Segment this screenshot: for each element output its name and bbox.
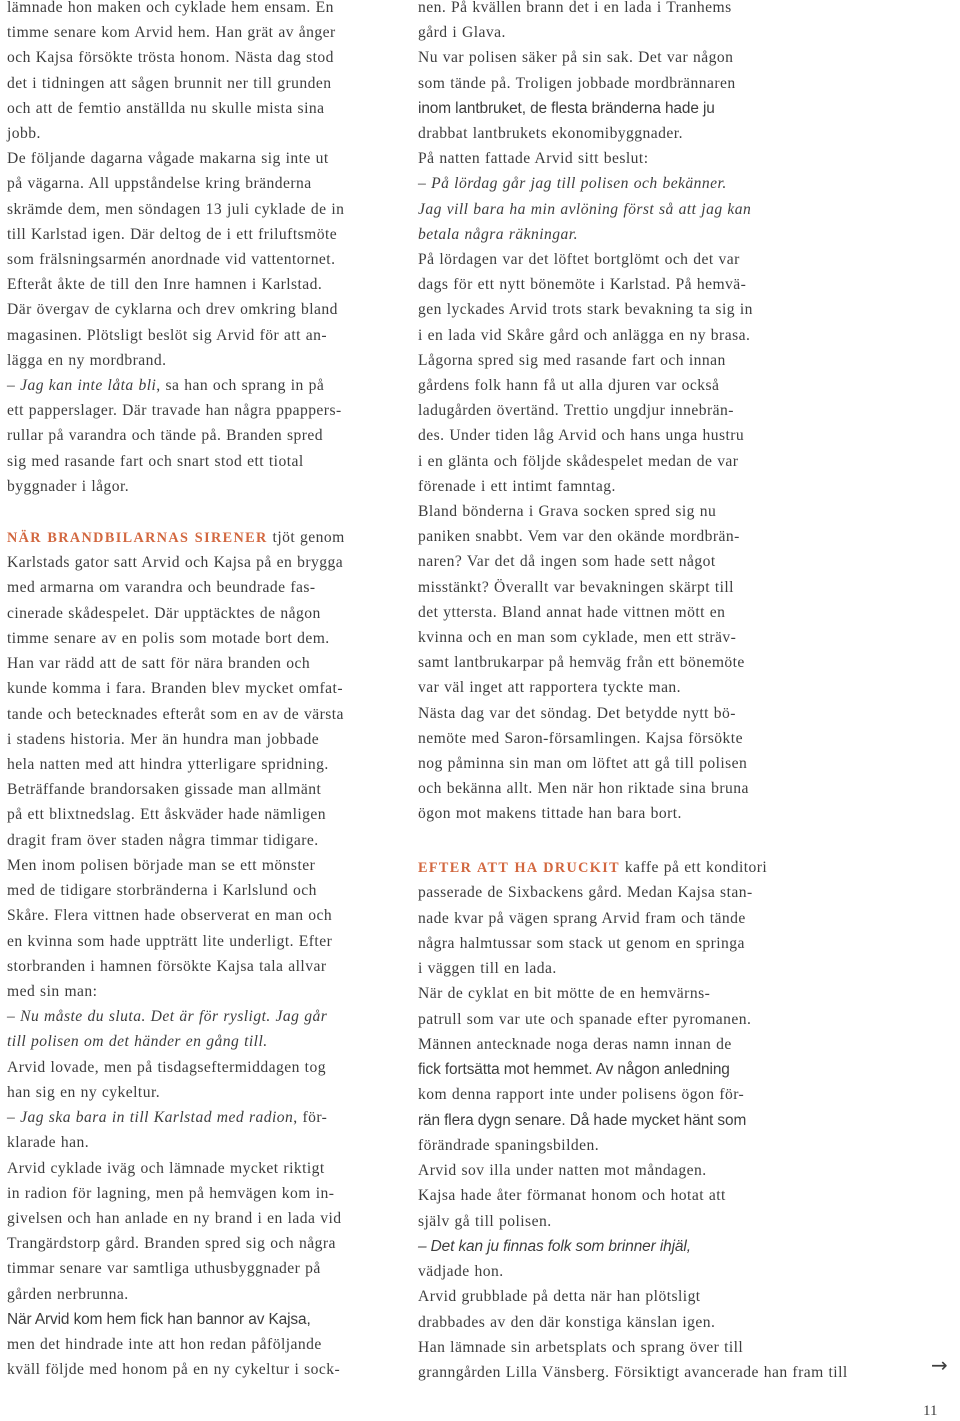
text-run: Skåre. Flera vittnen hade observerat en man och — [7, 907, 333, 925]
text-line — [418, 300, 753, 320]
text-line — [418, 1060, 730, 1080]
text-run: nade kvar på vägen sprang Arvid fram och tände — [418, 909, 746, 927]
text-run: Männen antecknade noga deras namn innan de — [418, 1035, 732, 1053]
text-line — [7, 1058, 326, 1078]
text-run: Arvid lovade, men på tisdagseftermiddagen tog — [7, 1058, 326, 1076]
text-run: Nästa dag var det söndag. Det betydde nytt bö- — [418, 704, 736, 722]
text-line — [7, 124, 41, 144]
text-run: granngården Lilla Vänsberg. Försiktigt avancerade han fram till — [418, 1364, 848, 1381]
text-run: nog påminna sin man om löftet att gå till polisen — [418, 755, 748, 772]
text-run: och Kajsa försökte trösta honom. Nästa dag stod — [7, 49, 334, 67]
text-run: ett papperslager. Där travade han några ppappers- — [7, 402, 342, 420]
text-run: – Det kan ju finnas folk som brinner ihjäl, — [418, 1237, 691, 1255]
text-run: Men inom polisen började man se ett mönster — [7, 856, 316, 874]
text-line — [7, 1360, 340, 1380]
text-line — [418, 1237, 691, 1257]
text-line — [7, 528, 345, 548]
text-run: till polisen om det händer en gång till. — [7, 1033, 268, 1051]
text-line — [7, 831, 319, 851]
text-line — [418, 502, 716, 522]
text-run: ögon mot makens tittade han bara bort. — [418, 805, 682, 823]
text-line — [7, 856, 315, 876]
text-line — [7, 906, 332, 926]
text-run: vädjade hon. — [418, 1263, 504, 1280]
text-line — [7, 477, 129, 497]
text-line — [418, 628, 736, 648]
text-run: i en lada vid Skåre gård och anlägga en ny brasa. — [418, 326, 751, 344]
text-run: Beträffande brandorsaken gissade man allmänt — [7, 781, 322, 799]
text-line — [418, 250, 740, 270]
text-line — [418, 1186, 726, 1206]
text-line — [418, 275, 746, 295]
text-run: timme senare kom Arvid hem. Han grät av ånger — [7, 24, 336, 42]
text-run: Lågorna spred sig med rasande fart och innan — [418, 351, 726, 369]
text-line — [418, 754, 747, 774]
text-line — [7, 1083, 160, 1103]
text-run: – Jag kan inte låta bli — [7, 377, 157, 394]
text-line — [418, 1313, 715, 1333]
text-line — [418, 603, 725, 623]
text-run: givelsen och han anlade en ny brand i en lada vid — [7, 1209, 342, 1227]
text-run: förenade i ett intimt famntag. — [418, 477, 616, 495]
text-run: gårdens folk hann få ut alla djuren var också — [418, 377, 720, 394]
text-line — [418, 1085, 744, 1105]
text-line — [7, 1310, 311, 1330]
text-line — [418, 99, 715, 119]
text-run: naren? Var det då ingen som hade sett något — [418, 553, 716, 571]
text-run: När Arvid kom hem fick han bannor av Kajsa, — [7, 1310, 311, 1328]
text-run: i stadens historia. Mer än hundra man jobbade — [7, 730, 320, 748]
text-run: På lördagen var det löftet bortglömt och det var — [418, 251, 740, 268]
text-run: gen lyckades Arvid trots stark bevakning ta sig in — [418, 301, 753, 319]
text-line — [7, 149, 329, 169]
text-run: – Jag ska bara in till Karlstad med radion — [7, 1109, 294, 1127]
text-line — [7, 376, 324, 396]
text-run: gården nerbrunna. — [7, 1285, 129, 1303]
text-line — [7, 326, 327, 346]
text-run: , för- — [293, 1109, 328, 1127]
text-run: lämnade hon maken och cyklade hem ensam. En — [7, 0, 334, 16]
text-run: timme senare av en polis som motade bort dem. — [7, 629, 330, 647]
text-run: misstänkt? Överallt var bevakningen skärpt till — [418, 578, 734, 596]
text-run: i en glänta och följde skådespelet medan de var — [418, 452, 739, 470]
text-line — [418, 477, 616, 497]
text-line — [418, 0, 732, 18]
text-line — [418, 578, 734, 598]
text-line — [418, 124, 683, 144]
text-run: drabbades av den där konstiga känslan igen. — [418, 1313, 716, 1331]
text-line — [7, 74, 331, 94]
text-line — [7, 0, 334, 18]
text-run: klarade han. — [7, 1134, 90, 1152]
text-run: Nu var polisen säker på sin sak. Det var någon — [418, 49, 734, 67]
text-run: hela natten med att hindra ytterligare spridning. — [7, 755, 329, 773]
text-run: des. Under tiden låg Arvid och hans unga hustru — [418, 427, 745, 445]
text-line — [7, 881, 317, 901]
text-run: och bekänna allt. Men när hon riktade sina bruna — [418, 780, 749, 798]
text-run: Arvid sov illa under natten mot måndagen. — [418, 1162, 707, 1179]
text-line — [418, 1363, 848, 1383]
text-run: själv gå till polisen. — [418, 1212, 552, 1230]
text-run: lägga en ny mordbrand. — [7, 351, 167, 369]
text-line — [7, 755, 329, 775]
text-line — [418, 1338, 743, 1358]
text-run: och att de femtio anställda nu skulle mista sina — [7, 99, 325, 117]
text-run: som frälsningsarmén anordnade vid vattentornet. — [7, 251, 336, 268]
text-line — [418, 527, 740, 547]
text-line — [418, 351, 726, 371]
text-line — [418, 174, 727, 194]
text-run: sig med rasande fart och snart stod ett tiotal — [7, 452, 304, 470]
text-line — [7, 1259, 321, 1279]
text-line — [7, 1184, 334, 1204]
text-line — [7, 1159, 325, 1179]
text-run: men det hindrade inte att hon redan påföljande — [7, 1336, 322, 1354]
text-run: kväll följde med honom på en ny cykeltur i sock- — [7, 1361, 341, 1379]
text-line — [7, 48, 334, 68]
text-line — [418, 959, 557, 979]
text-line — [7, 604, 321, 624]
text-line — [7, 553, 343, 573]
text-run: fick fortsätta mot hemmet. Av någon anledning — [418, 1061, 730, 1078]
text-run: Han var rädd att de satt för nära branden och — [7, 655, 311, 673]
text-run: nen. På kvällen brann det i en lada i Tranhems — [418, 0, 732, 16]
text-line — [7, 452, 304, 472]
text-run: tjöt genom — [267, 529, 345, 546]
text-run: inom lantbruket, de flesta bränderna hade ju — [418, 99, 715, 117]
text-run: en kvinna som hade uppträtt lite underligt. Efter — [7, 932, 333, 950]
text-line — [418, 1035, 732, 1055]
text-line — [7, 401, 342, 421]
text-run: skrämde dem, men söndagen 13 juli cyklade de in — [7, 200, 345, 218]
text-line — [7, 1285, 129, 1305]
text-run: De följande dagarna vågade makarna sig inte ut — [7, 150, 329, 168]
text-run: med armarna om varandra och beundrade fas- — [7, 579, 316, 597]
text-run: till Karlstad igen. Där deltog de i ett friluftsmöte — [7, 225, 338, 243]
text-run: paniken snabbt. Vem var den okände mordbrän- — [418, 528, 740, 546]
text-line — [418, 1161, 707, 1181]
text-line — [7, 1234, 336, 1254]
text-line — [7, 730, 319, 750]
text-run: Kajsa hade åter förmanat honom och hotat att — [418, 1187, 726, 1205]
text-run: in radion för lagning, men på hemvägen kom in- — [7, 1184, 335, 1202]
text-run: kaffe på ett konditori — [620, 859, 768, 876]
text-line — [7, 351, 167, 371]
text-line — [418, 149, 648, 169]
text-line — [7, 629, 330, 649]
text-line — [7, 679, 343, 699]
text-run: Där övergav de cyklarna och drev omkring bland — [7, 301, 338, 319]
text-run: Jag vill bara ha min avlöning först så att jag kan — [418, 200, 752, 218]
text-line — [418, 1111, 746, 1131]
text-line — [418, 779, 749, 799]
text-run: rullar på varandra och tände på. Branden spred — [7, 427, 324, 445]
text-line — [7, 426, 323, 446]
text-run: passerade de Sixbackens gård. Medan Kajsa stan- — [418, 884, 753, 902]
text-line — [418, 401, 734, 421]
text-line — [7, 1209, 342, 1229]
text-line — [418, 225, 578, 245]
section-lead-in: NÄR BRANDBILARNAS SIRENER — [7, 530, 268, 546]
text-line — [418, 1010, 751, 1030]
text-line — [7, 578, 316, 598]
text-run: på ett blixtnedslag. Ett åskväder hade nämligen — [7, 806, 327, 824]
text-run: några halmtussar som stack ut genom en springa — [418, 934, 745, 952]
text-line — [418, 804, 682, 824]
text-line — [7, 780, 321, 800]
text-line — [7, 654, 310, 674]
text-run: kunde komma i fara. Branden blev mycket omfat- — [7, 680, 343, 698]
text-line — [418, 1287, 701, 1307]
text-run: det i tidningen att sågen brunnit ner till grunden — [7, 74, 332, 92]
text-run: timmar senare var samtliga uthusbyggnader på — [7, 1260, 321, 1278]
text-run: i väggen till en lada. — [418, 960, 557, 977]
text-run: magasinen. Plötsligt beslöt sig Arvid för att an- — [7, 326, 328, 344]
text-line — [7, 1007, 327, 1027]
text-run: förändrade spaningsbilden. — [418, 1136, 600, 1154]
text-run: betala några räkningar. — [418, 225, 578, 243]
text-line — [418, 858, 767, 878]
text-line — [7, 23, 336, 43]
text-run: cinerade skådespelet. Där upptäcktes de någon — [7, 604, 321, 622]
text-line — [418, 48, 733, 68]
text-run: Trangärdstorp gård. Branden spred sig och några — [7, 1235, 336, 1253]
text-line — [418, 1136, 599, 1156]
text-line — [418, 729, 743, 749]
text-run: som tände på. Troligen jobbade mordbrännaren — [418, 74, 736, 92]
text-line — [7, 982, 97, 1002]
text-line — [418, 1262, 504, 1282]
text-run: Han lämnade sin arbetsplats och sprang över till — [418, 1338, 744, 1356]
text-run: storbranden i hamnen försökte Kajsa tala allvar — [7, 957, 327, 975]
text-run: med de tidigare storbränderna i Karlslund och — [7, 882, 317, 900]
text-line — [7, 200, 344, 220]
text-run: samt lantbrukarpar på hemväg från ett bönemöte — [418, 654, 745, 672]
text-run: dags för ett nytt bönemöte i Karlstad. På hemvä- — [418, 276, 747, 294]
text-run: Arvid cyklade iväg och lämnade mycket riktigt — [7, 1159, 325, 1177]
text-run: på vägarna. All uppståndelse kring bränderna — [7, 175, 312, 193]
text-line — [418, 883, 753, 903]
text-run: Karlstads gator satt Arvid och Kajsa på en brygga — [7, 554, 344, 572]
text-line — [7, 174, 312, 194]
text-run: – Nu måste du sluta. Det är för rysligt. Jag går — [7, 1008, 328, 1026]
text-run: Efteråt åkte de till den Inre hamnen i Karlstad. — [7, 276, 323, 294]
text-line — [7, 1032, 268, 1052]
text-run: dragit fram över staden några timmar tidigare. — [7, 831, 319, 849]
text-line — [7, 805, 326, 825]
text-run: , sa han och sprang in på — [156, 377, 325, 394]
page-number: 11 — [923, 1403, 938, 1419]
text-line — [418, 74, 736, 94]
text-run: gård i Glava. — [418, 24, 506, 42]
text-run: jobb. — [7, 125, 41, 142]
text-run: Arvid grubblade på detta när han plötsligt — [418, 1288, 701, 1306]
text-run: drabbat lantbrukets ekonomibyggnader. — [418, 125, 683, 142]
text-line — [7, 225, 337, 245]
text-line — [7, 1133, 89, 1153]
text-run: han sig en ny cykeltur. — [7, 1083, 161, 1101]
text-line — [418, 678, 681, 698]
text-run: det yttersta. Bland annat hade vittnen mött en — [418, 603, 726, 621]
text-line — [418, 984, 710, 1004]
text-line — [7, 1335, 322, 1355]
text-run: När de cyklat en bit mötte de en hemvärns- — [418, 985, 711, 1003]
text-run: med sin man: — [7, 982, 98, 1000]
text-line — [418, 426, 744, 446]
text-line — [418, 704, 736, 724]
text-line — [7, 300, 338, 320]
text-run: rän flera dygn senare. Då hade mycket hänt som — [418, 1111, 747, 1129]
text-line — [418, 452, 738, 472]
continue-arrow-icon: → — [931, 1353, 948, 1377]
text-line — [418, 376, 719, 396]
text-run: Bland bönderna i Grava socken spred sig nu — [418, 503, 717, 520]
text-run: – På lördag går jag till polisen och bekänner. — [418, 175, 727, 193]
text-run: patrull som var ute och spanade efter pyromanen. — [418, 1010, 752, 1028]
text-run: kom denna rapport inte under polisens ögon för- — [418, 1086, 745, 1104]
text-line — [7, 99, 324, 119]
text-line — [418, 653, 745, 673]
text-line — [418, 326, 750, 346]
text-run: byggnader i lågor. — [7, 477, 130, 495]
text-line — [7, 705, 344, 725]
text-line — [7, 957, 326, 977]
section-lead-in: EFTER ATT HA DRUCKIT — [418, 860, 621, 876]
text-line — [7, 275, 322, 295]
text-run: På natten fattade Arvid sitt beslut: — [418, 150, 649, 168]
text-run: ladugården övertänd. Trettio ungdjur innebrän- — [418, 402, 734, 420]
text-line — [418, 23, 506, 43]
text-run: var väl inget att rapportera tyckte man. — [418, 679, 682, 697]
text-run: tande och betecknades efteråt som en av de värsta — [7, 705, 344, 723]
text-line — [418, 909, 746, 929]
text-line — [7, 1108, 327, 1128]
text-run: kvinna och en man som cyklade, men ett sträv- — [418, 629, 737, 646]
text-line — [418, 552, 716, 572]
text-line — [7, 932, 332, 952]
text-line — [418, 934, 745, 954]
text-line — [418, 200, 751, 220]
text-line — [418, 1212, 552, 1232]
text-line — [7, 250, 335, 270]
text-run: nemöte med Saron-församlingen. Kajsa försökte — [418, 729, 743, 747]
